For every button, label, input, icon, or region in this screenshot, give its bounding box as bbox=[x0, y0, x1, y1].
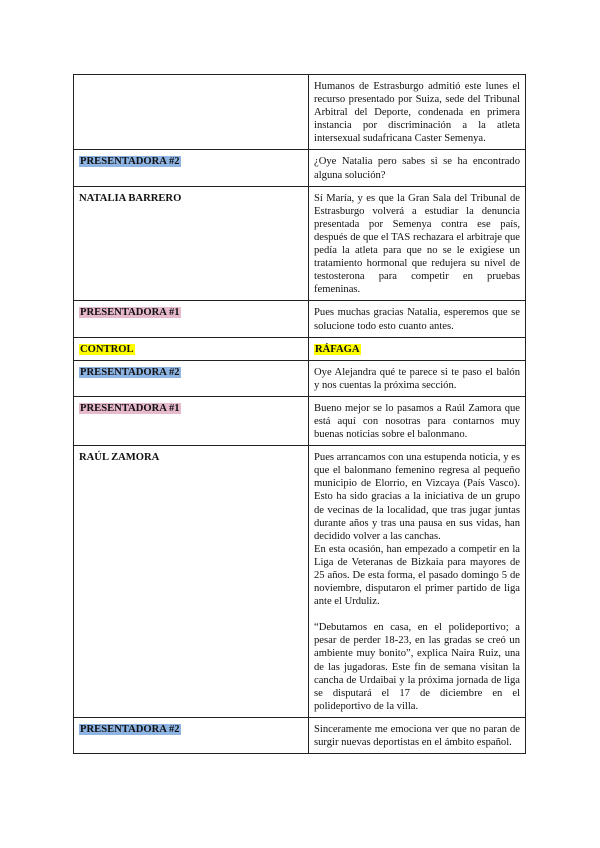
speech-paragraph: Sinceramente me emociona ver que no paran de surgir nuevas deportistas en el ámbito español. bbox=[314, 723, 520, 749]
speech-paragraph: Bueno mejor se lo pasamos a Raúl Zamora que está aquí con nosotras para contarnos muy buenas noticias sobre el balonmano. bbox=[314, 402, 520, 441]
speaker-cell-empty bbox=[74, 75, 309, 150]
table-row bbox=[74, 446, 526, 718]
speaker-label-raul-zamora: RAÚL ZAMORA bbox=[79, 452, 160, 464]
speaker-label-presentadora-2: PRESENTADORA #2 bbox=[80, 723, 180, 735]
speech-paragraph: Pues arrancamos con una estupenda noticia, y es que el balonmano femenino regresa al pequeño municipio de Elorrio, en Vizcaya (País Vasco). Esto ha sido gracias a la iniciativa de un grupo de vecinas de la localidad, que tras jugar juntas durante años y tras una pausa en sus vidas, han decidido volver a las canchas. bbox=[314, 452, 520, 542]
speech-cell bbox=[309, 360, 526, 396]
speech-cell bbox=[309, 337, 526, 360]
speaker-label-presentadora-1: PRESENTADORA #1 bbox=[80, 307, 180, 319]
speaker-label-presentadora-2: PRESENTADORA #2 bbox=[80, 156, 180, 168]
script-table bbox=[73, 74, 526, 754]
speech-cell bbox=[309, 396, 526, 445]
speaker-cell bbox=[74, 446, 309, 718]
table-row bbox=[74, 337, 526, 360]
speaker-label-presentadora-2: PRESENTADORA #2 bbox=[80, 366, 180, 378]
speech-paragraph: Oye Alejandra qué te parece si te paso el balón y nos cuentas la próxima sección. bbox=[314, 366, 520, 391]
table-row bbox=[74, 301, 526, 337]
speaker-cell bbox=[74, 150, 309, 186]
speech-cell bbox=[309, 150, 526, 186]
speaker-cell bbox=[74, 301, 309, 337]
speaker-cell bbox=[74, 360, 309, 396]
speaker-cell bbox=[74, 186, 309, 301]
table-row bbox=[74, 75, 526, 150]
speech-cell bbox=[309, 301, 526, 337]
table-row bbox=[74, 150, 526, 186]
speaker-label-control: CONTROL bbox=[80, 343, 134, 355]
speech-cell bbox=[309, 186, 526, 301]
speaker-label-presentadora-1: PRESENTADORA #1 bbox=[80, 402, 180, 414]
table-row bbox=[74, 186, 526, 301]
table-row bbox=[74, 360, 526, 396]
speech-paragraph: En esta ocasión, han empezado a competir en la Liga de Veteranas de Bizkaia para mayores de 25 años. De esta forma, el pasado domingo 5 de noviembre, disputaron el primer partido de liga ante el Urduliz. bbox=[314, 543, 520, 608]
table-row bbox=[74, 396, 526, 445]
table-row bbox=[74, 717, 526, 753]
speaker-cell bbox=[74, 337, 309, 360]
cue-label: RÁFAGA bbox=[315, 343, 360, 355]
speech-paragraph: ¿Oye Natalia pero sabes si se ha encontrado alguna solución? bbox=[314, 156, 520, 181]
speech-cell bbox=[309, 717, 526, 753]
speech-cell bbox=[309, 75, 526, 150]
speaker-label-natalia-barrero: NATALIA BARRERO bbox=[79, 192, 182, 204]
cue-rafaga bbox=[314, 343, 520, 356]
speech-paragraph: Pues muchas gracias Natalia, esperemos que se solucione todo esto cuanto antes. bbox=[314, 307, 520, 332]
speaker-cell bbox=[74, 396, 309, 445]
speech-paragraph: Sí María, y es que la Gran Sala del Tribunal de Estrasburgo volverá a estudiar la denuncia presentada por Semenya contra ese país, después de que el TAS rechazara el arbitraje que pedía la atleta para que no se le exigiese un tratamiento hormonal que redujera su nivel de testosterona para competir en pruebas femeninas. bbox=[314, 192, 520, 296]
speech-cell bbox=[309, 446, 526, 718]
speaker-cell bbox=[74, 717, 309, 753]
speech-paragraph: Humanos de Estrasburgo admitió este lunes el recurso presentado por Suiza, sede del Tribunal Arbitral del Deporte, condenada en primera instancia por discriminación a la atleta intersexual sudafricana Caster Semenya. bbox=[314, 81, 520, 145]
speech-paragraph: “Debutamos en casa, en el polideportivo; a pesar de perder 18-23, en las gradas se creó un ambiente muy bonito”, explica Naira Ruiz, una de las jugadoras. Este fin de semana visitan la cancha de Urdaibai y la próxima jornada de liga se disputará el 17 de diciembre en el polideportivo de la villa. bbox=[314, 622, 520, 712]
